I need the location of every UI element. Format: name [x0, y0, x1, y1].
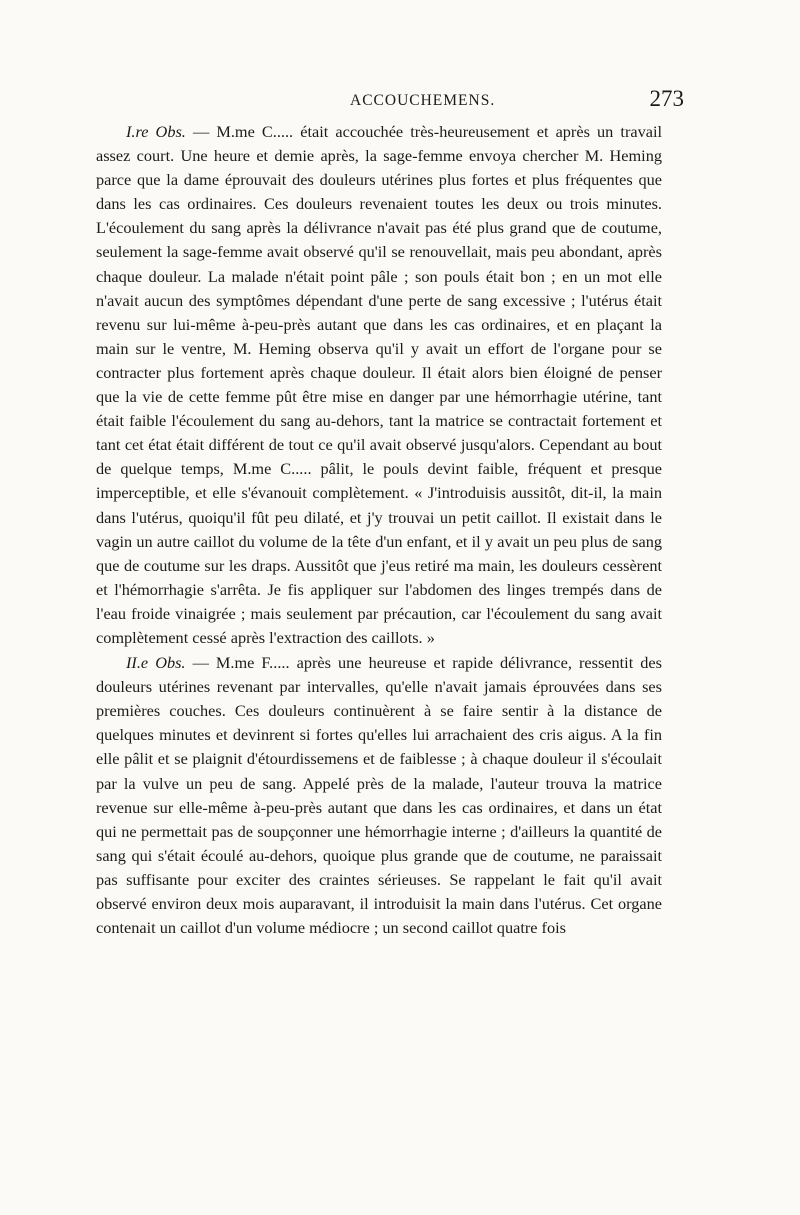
observation-2-paragraph: [96, 651, 662, 940]
observation-2-label: II.e Obs.: [126, 653, 186, 673]
observation-1-text: — M.me C..... était accouchée très-heureusement et après un travail assez court. Une heure et demie après, la sage-femme envoya chercher M. Heming parce que la dame éprouvait des douleurs utérines plus fortes et plus fréquentes que dans les cas ordinaires. Ces douleurs revenaient toutes les deux ou trois minutes. L'écoulement du sang après la délivrance n'avait pas été plus grand que de coutume, seulement la sage-femme avait observé qu'il se renouvellait, mais peu abondant, après chaque douleur. La malade n'était point pâle ; son pouls était bon ; en un mot elle n'avait aucun des symptômes dépendant d'une perte de sang excessive ; l'utérus était revenu sur lui-même à-peu-près autant que dans les cas ordinaires, et en plaçant la main sur le ventre, M. Heming observa qu'il y avait un effort de l'organe pour se contracter plus fortement après chaque douleur. Il était alors bien éloigné de penser que la vie de cette femme pût être mise en danger par une hémorrhagie utérine, tant était faible l'écoulement du sang au-dehors, tant la matrice se contractait fortement et tant cet état était différent de tout ce qu'il avait observé jusqu'alors. Cependant au bout de quelque temps, M.me C..... pâlit, le pouls devint faible, fréquent et presque imperceptible, et elle s'évanouit complètement. « J'introduisis aussitôt, dit-il, la main dans l'utérus, quoiqu'il fût peu dilaté, et j'y trouvai un petit caillot. Il existait dans le vagin un autre caillot du volume de la tête d'un enfant, et il y avait un peu plus de sang que de coutume sur les draps. Aussitôt que j'eus retiré ma main, les douleurs cessèrent et l'hémorrhagie s'arrêta. Je fis appliquer sur l'abdomen des linges trempés dans de l'eau froide vinaigrée ; mais seulement par précaution, car l'écoulement du sang avait complètement cessé après l'extraction des caillots. »: [96, 122, 663, 647]
observation-1-paragraph: [96, 120, 662, 650]
observation-2-text: — M.me F..... après une heureuse et rapide délivrance, ressentit des douleurs utérines revenant par intervalles, qu'elle n'avait jamais éprouvées dans ses premières couches. Ces douleurs continuèrent à se faire sentir à la distance de quelques minutes et devinrent si fortes qu'elles lui arrachaient des cris aigus. A la fin elle pâlit et se plaignit d'étourdissemens et de faiblesse ; à chaque douleur il s'écoulait par la vulve un peu de sang. Appelé près de la malade, l'auteur trouva la matrice revenue sur elle-même à-peu-près autant que dans les cas ordinaires, et dans un état qui ne permettait pas de soupçonner une hémorrhagie interne ; d'ailleurs la quantité de sang qui s'était écoulé au-dehors, quoique plus grande que de coutume, ne paraissait pas suffisante pour exciter des craintes sérieuses. Se rappelant le fait qu'il avait observé environ deux mois auparavant, il introduisit la main dans l'utérus. Cet organe contenait un caillot d'un volume médiocre ; un second caillot quatre fois: [96, 653, 662, 938]
book-page: [96, 86, 684, 940]
page-number: 273: [649, 86, 684, 111]
observation-1-label: I.re Obs.: [126, 122, 186, 141]
page-header: [96, 86, 684, 120]
running-title: ACCOUCHEMENS.: [350, 92, 496, 109]
